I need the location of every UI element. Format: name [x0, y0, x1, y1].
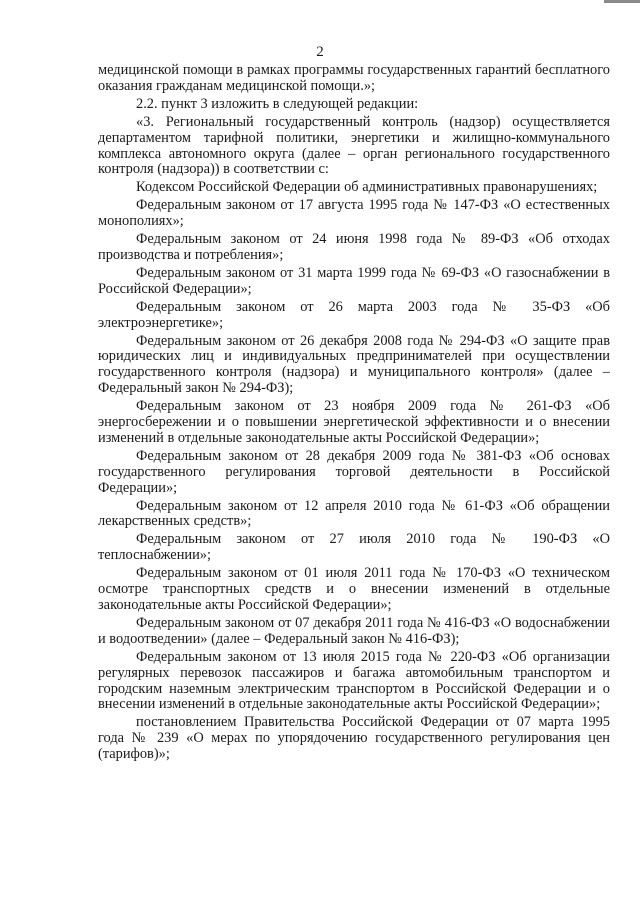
- paragraph-law-170fz: Федеральным законом от 01 июля 2011 года № 170-ФЗ «О техническом осмотре транспортных средств и о внесении изменений в отдельные законодательные акты Российской Федерации»;: [98, 565, 610, 613]
- paragraph-decree-239: постановлением Правительства Российской Федерации от 07 марта 1995 года № 239 «О мерах по упорядочению государственного регулирования цен (тарифов)»;: [98, 714, 610, 763]
- paragraph-continuation: медицинской помощи в рамках программы государственных гарантий бесплатного оказания гражданам медицинской помощи.»;: [98, 62, 610, 94]
- paragraph-law-220fz: Федеральным законом от 13 июля 2015 года № 220-ФЗ «Об организации регулярных перевозок пассажиров и багажа автомобильным транспортом и городским наземным электрическим транспортом в Российской Федерации и о внесении изменений в отдельные законодательные акты Российской Федерации»;: [98, 648, 610, 713]
- paragraph-law-35fz: Федеральным законом от 26 марта 2003 года № 35-ФЗ «Об электроэнергетике»;: [98, 298, 610, 331]
- paragraph-law-61fz: Федеральным законом от 12 апреля 2010 года № 61-ФЗ «Об обращении лекарственных средств»;: [98, 497, 610, 530]
- document-body: [98, 63, 610, 765]
- page-number: 2: [316, 44, 324, 60]
- paragraph-law-261fz: Федеральным законом от 23 ноября 2009 года № 261-ФЗ «Об энергосбережении и о повышении энергетической эффективности и о внесении изменений в отдельные законодательные акты Российской Федерации»;: [98, 398, 610, 446]
- paragraph-law-190fz: Федеральным законом от 27 июля 2010 года № 190-ФЗ «О теплоснабжении»;: [98, 531, 610, 564]
- paragraph-law-147fz: Федеральным законом от 17 августа 1995 года № 147-ФЗ «О естественных монополиях»;: [98, 197, 610, 230]
- paragraph-law-69fz: Федеральным законом от 31 марта 1999 года № 69-ФЗ «О газоснабжении в Российской Федерации»;: [98, 264, 610, 297]
- paragraph-law-89fz: Федеральным законом от 24 июня 1998 года № 89-ФЗ «Об отходах производства и потребления»;: [98, 231, 610, 263]
- paragraph-item-2-2: 2.2. пункт 3 изложить в следующей редакции:: [136, 95, 419, 112]
- paragraph-law-294fz: Федеральным законом от 26 декабря 2008 года № 294-ФЗ «О защите прав юридических лиц и индивидуальных предпринимателей при осуществлении государственного контроля (надзора) и муниципального контроля» (далее – Федеральный закон № 294-ФЗ);: [98, 332, 610, 397]
- paragraph-clause-3: «3. Региональный государственный контроль (надзор) осуществляется департаментом тарифной политики, энергетики и жилищно-коммунального комплекса автономного округа (далее – орган регионального государственного контроля (надзора)) в соответствии с:: [98, 113, 610, 178]
- scan-edge-mark: [604, 0, 640, 3]
- paragraph-law-koap: Кодексом Российской Федерации об административных правонарушениях;: [136, 179, 598, 196]
- paragraph-law-416fz: Федеральным законом от 07 декабря 2011 года № 416-ФЗ «О водоснабжении и водоотведении» (далее – Федеральный закон № 416-ФЗ);: [98, 614, 610, 647]
- paragraph-law-381fz: Федеральным законом от 28 декабря 2009 года № 381-ФЗ «Об основах государственного регулирования торговой деятельности в Российской Федерации»;: [98, 447, 610, 496]
